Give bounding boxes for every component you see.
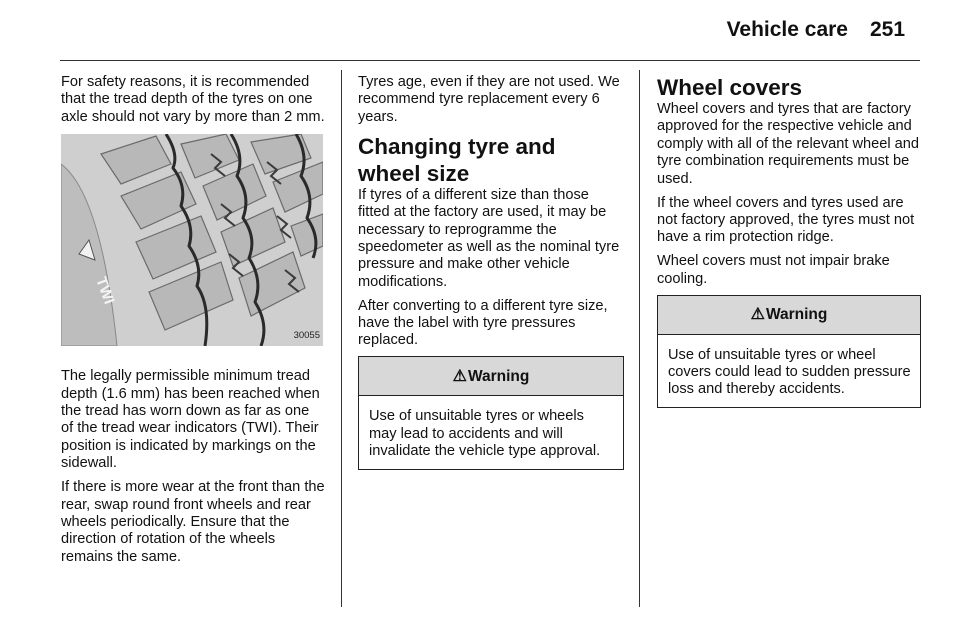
paragraph-label-replace: After converting to a different tyre size, have the label with tyre pressures replaced. xyxy=(358,297,608,349)
warning-title: Warning xyxy=(765,305,828,323)
paragraph-rim-ridge: If the wheel covers and tyres used are not factory approved, the tyres must not have a rim protection ridge. xyxy=(657,194,915,246)
warning-header xyxy=(658,296,920,335)
paragraph-minimum-depth: The legally permissible minimum tread depth (1.6 mm) has been reached when the tread has worn down as far as one of the tread wear indicators (TWI). Their position is indicated by markings on the sidewall. xyxy=(61,368,320,472)
tyre-tread-icon xyxy=(61,134,323,346)
paragraph-tread-depth: For safety reasons, it is recommended that the tread depth of the tyres on one axle should not vary by more than 2 mm. xyxy=(61,74,325,125)
warning-triangle-icon: ⚠ xyxy=(452,367,467,385)
twi-label: TWI xyxy=(92,275,118,307)
warning-box-tyres-wheels xyxy=(358,356,624,469)
warning-text: Use of unsuitable tyres or wheel covers could lead to sudden pressure loss and thereby accidents. xyxy=(668,346,911,398)
header-divider xyxy=(60,60,920,61)
paragraph-factory-approved: Wheel covers and tyres that are factory approved for the respective vehicle and comply with all of the relevant wheel and tyre combination requirements must be used. xyxy=(657,101,920,187)
column-1 xyxy=(61,74,325,573)
column-divider-1 xyxy=(341,70,342,607)
column-2 xyxy=(358,74,624,470)
warning-header xyxy=(359,357,623,396)
paragraph-tyre-age: Tyres age, even if they are not used. We recommend tyre replacement every 6 years. xyxy=(358,74,620,125)
page-number: 251 xyxy=(870,18,906,41)
section-heading-wheel-covers: Wheel covers xyxy=(657,75,803,100)
section-heading-changing-size: Changing tyre and wheel size xyxy=(358,133,556,186)
chapter-title: Vehicle care xyxy=(726,18,848,41)
warning-title: Warning xyxy=(467,367,530,385)
warning-box-wheel-covers xyxy=(657,295,921,408)
column-divider-2 xyxy=(639,70,640,607)
paragraph-brake-cooling: Wheel covers must not impair brake cooling. xyxy=(657,253,890,287)
warning-text: Use of unsuitable tyres or wheels may lead to accidents and will invalidate the vehicle type approval. xyxy=(369,408,601,460)
paragraph-swap-wheels: If there is more wear at the front than the rear, swap round front wheels and rear wheels periodically. Ensure that the direction of rotation of the wheels remains the same. xyxy=(61,479,325,565)
column-3 xyxy=(657,74,921,408)
warning-triangle-icon: ⚠ xyxy=(750,305,765,323)
figure-number: 30055 xyxy=(293,329,320,341)
tyre-tread-illustration xyxy=(61,134,323,346)
paragraph-different-size: If tyres of a different size than those fitted at the factory are used, it may be necessary to reprogramme the speedometer as well as the nominal tyre pressure and make other vehicle modifications. xyxy=(358,186,620,290)
